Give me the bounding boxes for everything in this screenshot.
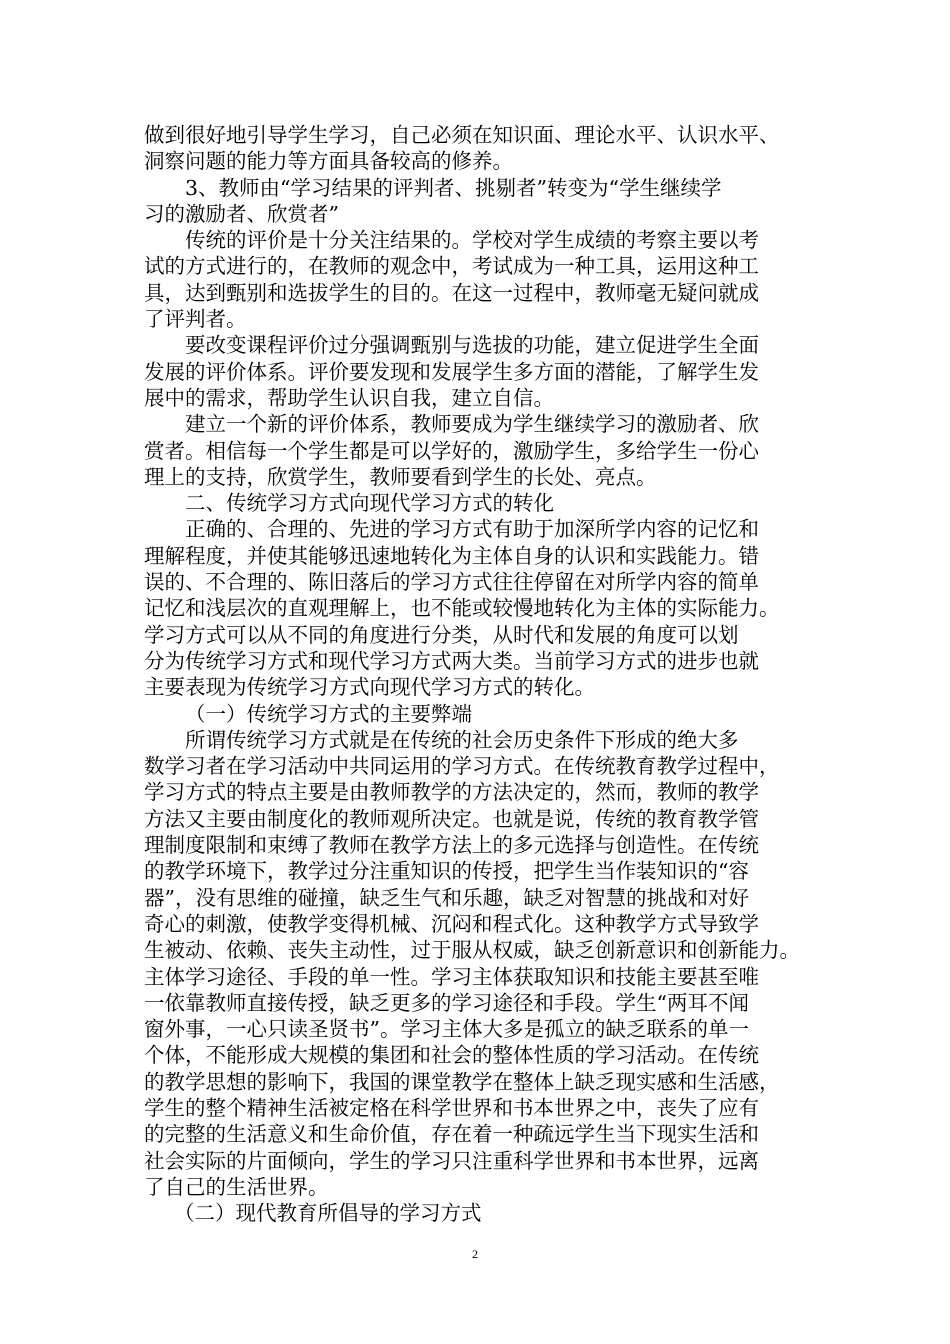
text-line: 奇心的刺激，使教学变得机械、沉闷和程式化。这种教学方式导致学 xyxy=(144,911,759,936)
text-line: 的教学思想的影响下，我国的课堂教学在整体上缺乏现实感和生活感， xyxy=(144,1069,780,1094)
text-line: 学习方式可以从不同的角度进行分类，从时代和发展的角度可以划 xyxy=(144,622,739,647)
text-line: 传统的评价是十分关注结果的。学校对学生成绩的考察主要以考 xyxy=(185,228,759,253)
text-line: 生被动、依赖、丧失主动性，过于服从权威，缺乏创新意识和创新能力。 xyxy=(144,938,800,963)
text-line: 分为传统学习方式和现代学习方式两大类。当前学习方式的进步也就 xyxy=(144,648,759,673)
text-line: 主要表现为传统学习方式向现代学习方式的转化。 xyxy=(144,675,595,700)
text-line: 发展的评价体系。评价要发现和发展学生多方面的潜能，了解学生发 xyxy=(144,359,759,384)
text-line: 了评判者。 xyxy=(144,307,247,332)
text-line: 做到很好地引导学生学习，自己必须在知识面、理论水平、认识水平、 xyxy=(144,123,780,147)
text-line: 习的激励者、欣赏者” xyxy=(144,201,339,226)
text-line: （二）现代教育所倡导的学习方式 xyxy=(174,1201,482,1226)
text-line: 器”，没有思维的碰撞，缺乏生气和乐趣，缺乏对智慧的挑战和对好 xyxy=(144,885,749,910)
text-line: 窗外事，一心只读圣贤书”。学习主体大多是孤立的缺乏联系的单一 xyxy=(144,1017,749,1042)
body-text xyxy=(144,122,808,1226)
text-line: 理上的支持，欣赏学生，教师要看到学生的长处、亮点。 xyxy=(144,464,657,489)
text-line: 一依靠教师直接传授，缺乏更多的学习途径和手段。学生“两耳不闻 xyxy=(144,990,749,1015)
text-line: 理制度限制和束缚了教师在教学方法上的多元选择与创造性。在传统 xyxy=(144,833,759,858)
text-line: 试的方式进行的，在教师的观念中，考试成为一种工具，运用这种工 xyxy=(144,254,759,279)
text-line: 展中的需求，帮助学生认识自我，建立自信。 xyxy=(144,385,554,410)
text-line: 学生的整个精神生活被定格在科学世界和书本世界之中，丧失了应有 xyxy=(144,1095,759,1120)
text-line: 社会实际的片面倾向，学生的学习只注重科学世界和书本世界，远离 xyxy=(144,1148,759,1173)
text-line: （一）传统学习方式的主要弊端 xyxy=(185,701,472,726)
text-line: 3、教师由“学习结果的评判者、挑剔者”转变为“学生继续学 xyxy=(185,175,722,200)
text-line: 记忆和浅层次的直观理解上，也不能或较慢地转化为主体的实际能力。 xyxy=(144,596,780,621)
text-line: 建立一个新的评价体系，教师要成为学生继续学习的激励者、欣 xyxy=(185,412,759,437)
text-line: 正确的、合理的、先进的学习方式有助于加深所学内容的记忆和 xyxy=(185,517,759,542)
text-line: 了自己的生活世界。 xyxy=(144,1174,329,1199)
text-line: 主体学习途径、手段的单一性。学习主体获取知识和技能主要甚至唯 xyxy=(144,964,759,989)
text-line: 方法又主要由制度化的教师观所决定。也就是说，传统的教育教学管 xyxy=(144,806,759,831)
text-line: 学习方式的特点主要是由教师教学的方法决定的，然而，教师的教学 xyxy=(144,780,759,805)
text-line: 二、传统学习方式向现代学习方式的转化 xyxy=(185,491,554,516)
page-number: 2 xyxy=(472,1247,478,1261)
text-line: 具，达到甄别和选拔学生的目的。在这一过程中，教师毫无疑问就成 xyxy=(144,280,759,305)
text-line: 洞察问题的能力等方面具备较高的修养。 xyxy=(144,149,513,174)
text-line: 赏者。相信每一个学生都是可以学好的，激励学生，多给学生一份心 xyxy=(144,438,759,463)
text-line: 的完整的生活意义和生命价值，存在着一种疏远学生当下现实生活和 xyxy=(144,1122,759,1147)
text-line: 误的、不合理的、陈旧落后的学习方式往往停留在对所学内容的简单 xyxy=(144,570,759,595)
text-line: 数学习者在学习活动中共同运用的学习方式。在传统教育教学过程中， xyxy=(144,754,780,779)
text-line: 要改变课程评价过分强调甄别与选拔的功能，建立促进学生全面 xyxy=(185,333,759,358)
text-line: 理解程度，并使其能够迅速地转化为主体自身的认识和实践能力。错 xyxy=(144,543,759,568)
text-line: 个体，不能形成大规模的集团和社会的整体性质的学习活动。在传统 xyxy=(144,1043,759,1068)
text-line: 所谓传统学习方式就是在传统的社会历史条件下形成的绝大多 xyxy=(185,727,739,752)
text-line: 的教学环境下，教学过分注重知识的传授，把学生当作装知识的“容 xyxy=(144,859,749,884)
